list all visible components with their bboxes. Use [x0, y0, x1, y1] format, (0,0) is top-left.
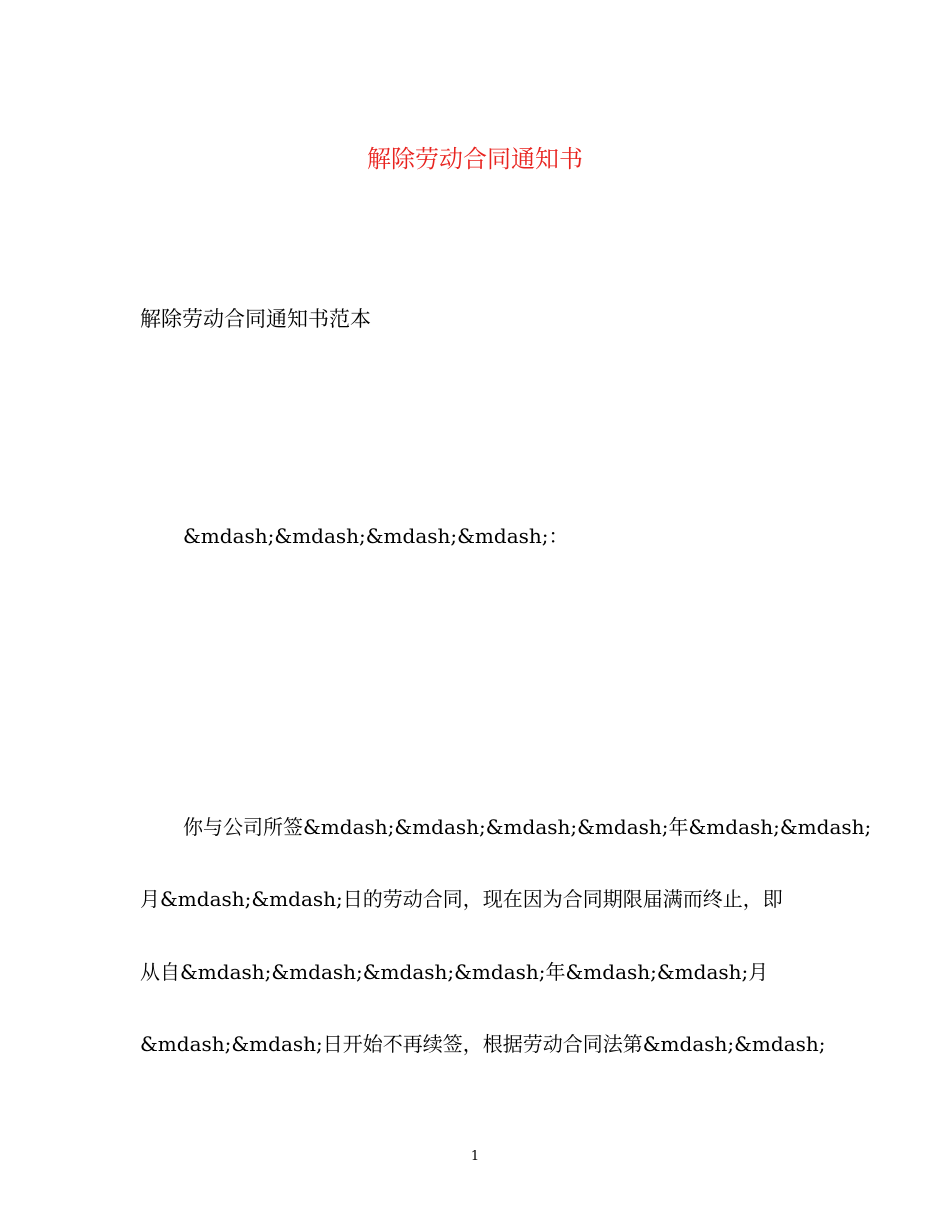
salutation-line: &mdash;&mdash;&mdash;&mdash;： — [183, 524, 569, 548]
body-line: 你与公司所签&mdash;&mdash;&mdash;&mdash;年&mdash;&mdash; — [183, 815, 872, 839]
document-title: 解除劳动合同通知书 — [367, 145, 583, 173]
body-line: 月&mdash;&mdash;日的劳动合同，现在因为合同期限届满而终止，即 — [140, 887, 783, 911]
body-line: 从自&mdash;&mdash;&mdash;&mdash;年&mdash;&mdash;月 — [140, 960, 769, 984]
body-line: &mdash;&mdash;日开始不再续签，根据劳动合同法第&mdash;&mdash; — [140, 1032, 826, 1056]
document-subtitle: 解除劳动合同通知书范本 — [140, 307, 371, 331]
page-number: 1 — [470, 1149, 480, 1164]
